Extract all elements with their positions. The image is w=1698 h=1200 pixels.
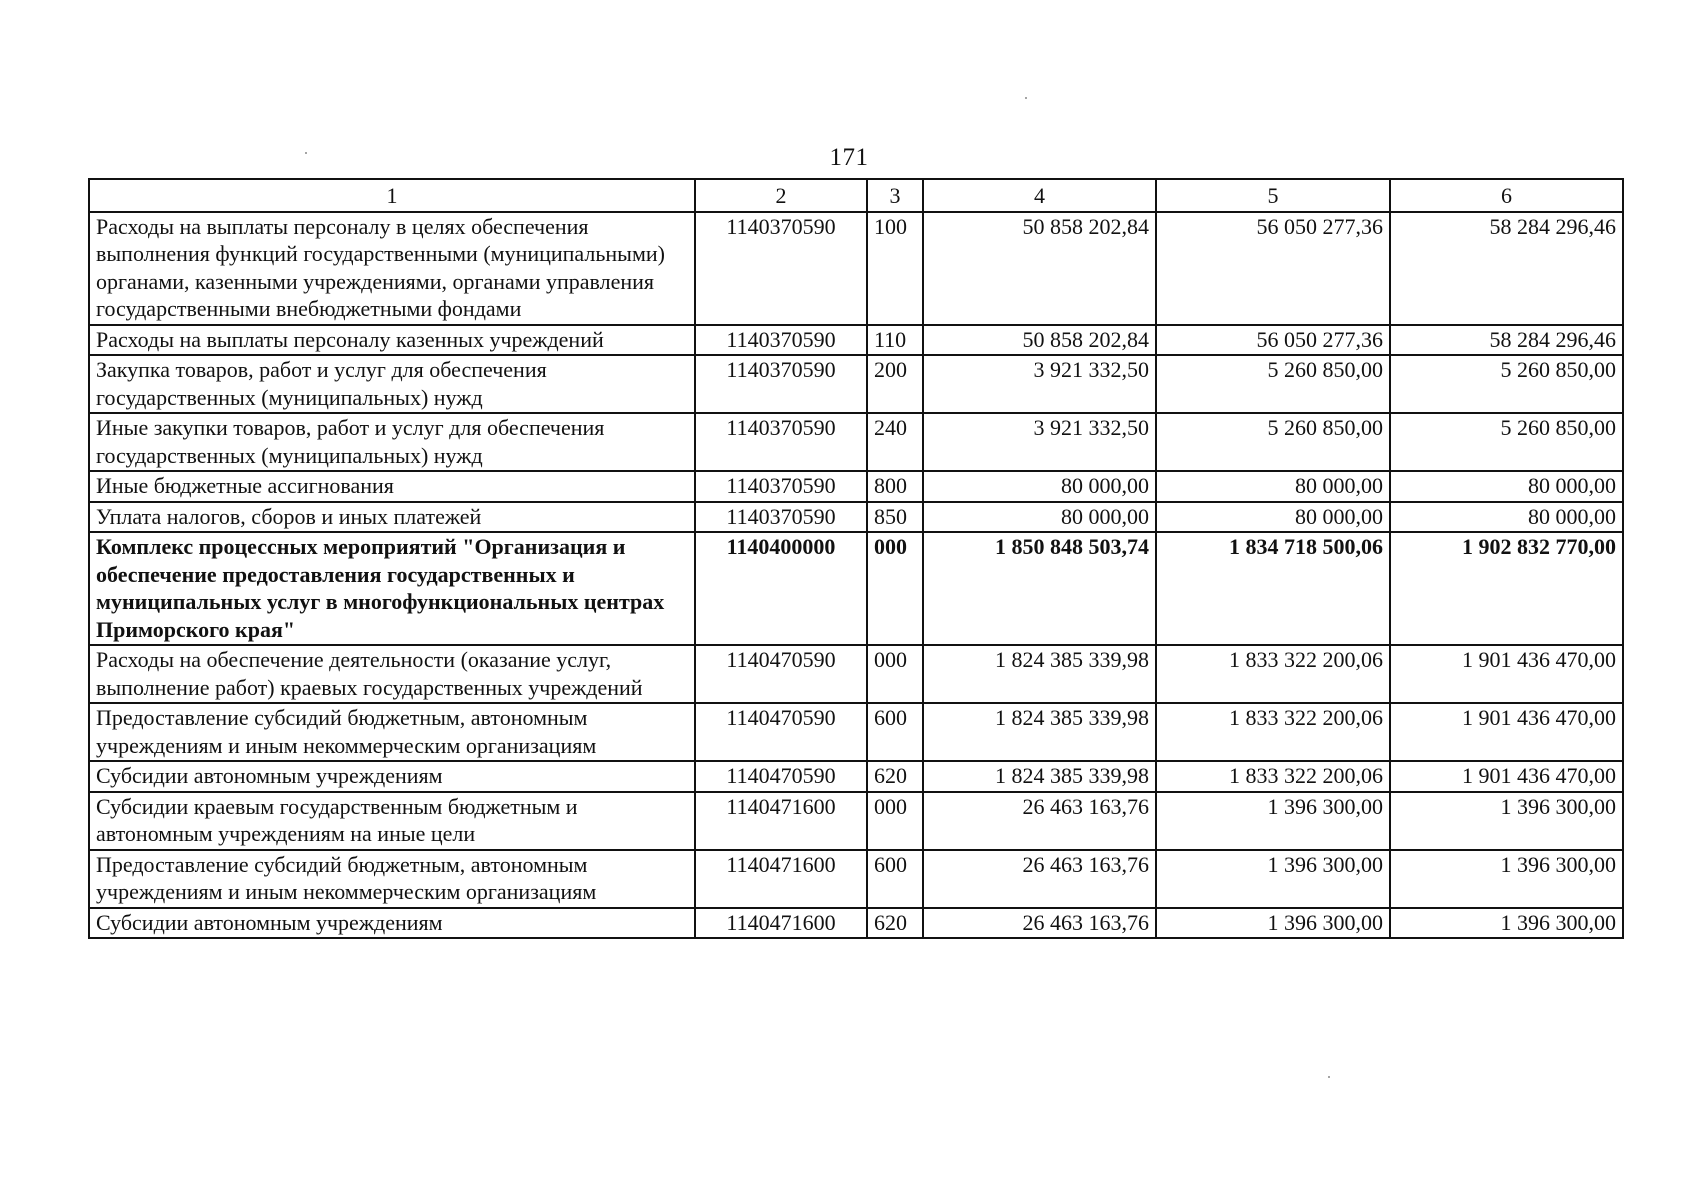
- row-name: Комплекс процессных мероприятий "Организация и обеспечение предоставления государственных и муниципальных услуг в многофункциональных центрах Приморского края": [89, 532, 695, 645]
- table-row: [89, 325, 1623, 356]
- row-amount-year1: 80 000,00: [923, 502, 1156, 533]
- row-amount-year3: 5 260 850,00: [1390, 413, 1623, 471]
- row-amount-year2: 80 000,00: [1156, 502, 1390, 533]
- row-code: 1140470590: [695, 703, 867, 761]
- row-amount-year1: 50 858 202,84: [923, 325, 1156, 356]
- row-expense-type: 000: [867, 532, 923, 645]
- budget-table: [88, 178, 1624, 939]
- row-amount-year3: 1 396 300,00: [1390, 908, 1623, 939]
- row-code: 1140370590: [695, 212, 867, 325]
- row-amount-year3: 1 901 436 470,00: [1390, 761, 1623, 792]
- row-amount-year2: 56 050 277,36: [1156, 325, 1390, 356]
- row-expense-type: 850: [867, 502, 923, 533]
- row-code: 1140370590: [695, 355, 867, 413]
- row-amount-year1: 1 824 385 339,98: [923, 703, 1156, 761]
- column-header: 1: [89, 179, 695, 212]
- row-name: Закупка товаров, работ и услуг для обеспечения государственных (муниципальных) нужд: [89, 355, 695, 413]
- row-expense-type: 100: [867, 212, 923, 325]
- row-expense-type: 110: [867, 325, 923, 356]
- row-amount-year2: 1 396 300,00: [1156, 908, 1390, 939]
- row-name: Предоставление субсидий бюджетным, автономным учреждениям и иным некоммерческим организациям: [89, 703, 695, 761]
- row-amount-year1: 50 858 202,84: [923, 212, 1156, 325]
- row-name: Расходы на выплаты персоналу в целях обеспечения выполнения функций государственными (муниципальными) органами, казенными учреждениями, органами управления государственными внебюджетными фондами: [89, 212, 695, 325]
- row-amount-year1: 26 463 163,76: [923, 908, 1156, 939]
- row-amount-year3: 58 284 296,46: [1390, 325, 1623, 356]
- row-amount-year2: 1 396 300,00: [1156, 792, 1390, 850]
- page-number: 171: [829, 144, 869, 171]
- row-amount-year2: 1 833 322 200,06: [1156, 703, 1390, 761]
- row-amount-year3: 80 000,00: [1390, 471, 1623, 502]
- table-row: [89, 645, 1623, 703]
- row-amount-year2: 80 000,00: [1156, 471, 1390, 502]
- table-row-section: [89, 532, 1623, 645]
- scan-speck: [305, 152, 307, 154]
- table-row: [89, 413, 1623, 471]
- row-amount-year2: 1 834 718 500,06: [1156, 532, 1390, 645]
- row-amount-year1: 1 850 848 503,74: [923, 532, 1156, 645]
- row-expense-type: 240: [867, 413, 923, 471]
- column-header: 3: [867, 179, 923, 212]
- row-amount-year3: 5 260 850,00: [1390, 355, 1623, 413]
- row-name: Субсидии автономным учреждениям: [89, 908, 695, 939]
- row-amount-year1: 26 463 163,76: [923, 792, 1156, 850]
- table-row: [89, 908, 1623, 939]
- row-code: 1140470590: [695, 761, 867, 792]
- row-name: Субсидии краевым государственным бюджетным и автономным учреждениям на иные цели: [89, 792, 695, 850]
- row-amount-year1: 3 921 332,50: [923, 413, 1156, 471]
- row-code: 1140370590: [695, 413, 867, 471]
- row-amount-year1: 1 824 385 339,98: [923, 761, 1156, 792]
- row-code: 1140370590: [695, 502, 867, 533]
- row-amount-year1: 80 000,00: [923, 471, 1156, 502]
- row-name: Субсидии автономным учреждениям: [89, 761, 695, 792]
- column-header: 6: [1390, 179, 1623, 212]
- row-expense-type: 600: [867, 703, 923, 761]
- row-amount-year3: 1 901 436 470,00: [1390, 703, 1623, 761]
- table-header-row: [89, 179, 1623, 212]
- row-expense-type: 620: [867, 761, 923, 792]
- table-row: [89, 355, 1623, 413]
- table-row: [89, 471, 1623, 502]
- table-row: [89, 703, 1623, 761]
- column-header: 4: [923, 179, 1156, 212]
- row-amount-year2: 1 833 322 200,06: [1156, 645, 1390, 703]
- row-code: 1140400000: [695, 532, 867, 645]
- row-amount-year1: 1 824 385 339,98: [923, 645, 1156, 703]
- row-amount-year3: 58 284 296,46: [1390, 212, 1623, 325]
- row-amount-year2: 1 396 300,00: [1156, 850, 1390, 908]
- row-expense-type: 800: [867, 471, 923, 502]
- table-row: [89, 792, 1623, 850]
- row-amount-year3: 1 396 300,00: [1390, 792, 1623, 850]
- row-expense-type: 600: [867, 850, 923, 908]
- row-amount-year1: 3 921 332,50: [923, 355, 1156, 413]
- row-amount-year1: 26 463 163,76: [923, 850, 1156, 908]
- row-name: Иные бюджетные ассигнования: [89, 471, 695, 502]
- table-row: [89, 502, 1623, 533]
- row-amount-year3: 1 901 436 470,00: [1390, 645, 1623, 703]
- row-amount-year2: 1 833 322 200,06: [1156, 761, 1390, 792]
- row-expense-type: 000: [867, 645, 923, 703]
- row-name: Предоставление субсидий бюджетным, автономным учреждениям и иным некоммерческим организациям: [89, 850, 695, 908]
- row-amount-year3: 80 000,00: [1390, 502, 1623, 533]
- column-header: 5: [1156, 179, 1390, 212]
- row-code: 1140370590: [695, 325, 867, 356]
- row-name: Расходы на выплаты персоналу казенных учреждений: [89, 325, 695, 356]
- column-header: 2: [695, 179, 867, 212]
- row-amount-year3: 1 902 832 770,00: [1390, 532, 1623, 645]
- table-row: [89, 850, 1623, 908]
- row-code: 1140471600: [695, 792, 867, 850]
- row-code: 1140471600: [695, 850, 867, 908]
- row-amount-year2: 56 050 277,36: [1156, 212, 1390, 325]
- row-amount-year3: 1 396 300,00: [1390, 850, 1623, 908]
- table-row: [89, 212, 1623, 325]
- row-expense-type: 620: [867, 908, 923, 939]
- row-expense-type: 000: [867, 792, 923, 850]
- row-code: 1140471600: [695, 908, 867, 939]
- row-name: Уплата налогов, сборов и иных платежей: [89, 502, 695, 533]
- row-amount-year2: 5 260 850,00: [1156, 413, 1390, 471]
- row-code: 1140370590: [695, 471, 867, 502]
- scan-speck: [1328, 1076, 1330, 1078]
- scan-speck: [1025, 97, 1027, 99]
- row-name: Иные закупки товаров, работ и услуг для обеспечения государственных (муниципальных) нужд: [89, 413, 695, 471]
- row-name: Расходы на обеспечение деятельности (оказание услуг, выполнение работ) краевых государственных учреждений: [89, 645, 695, 703]
- row-amount-year2: 5 260 850,00: [1156, 355, 1390, 413]
- row-expense-type: 200: [867, 355, 923, 413]
- row-code: 1140470590: [695, 645, 867, 703]
- table-row: [89, 761, 1623, 792]
